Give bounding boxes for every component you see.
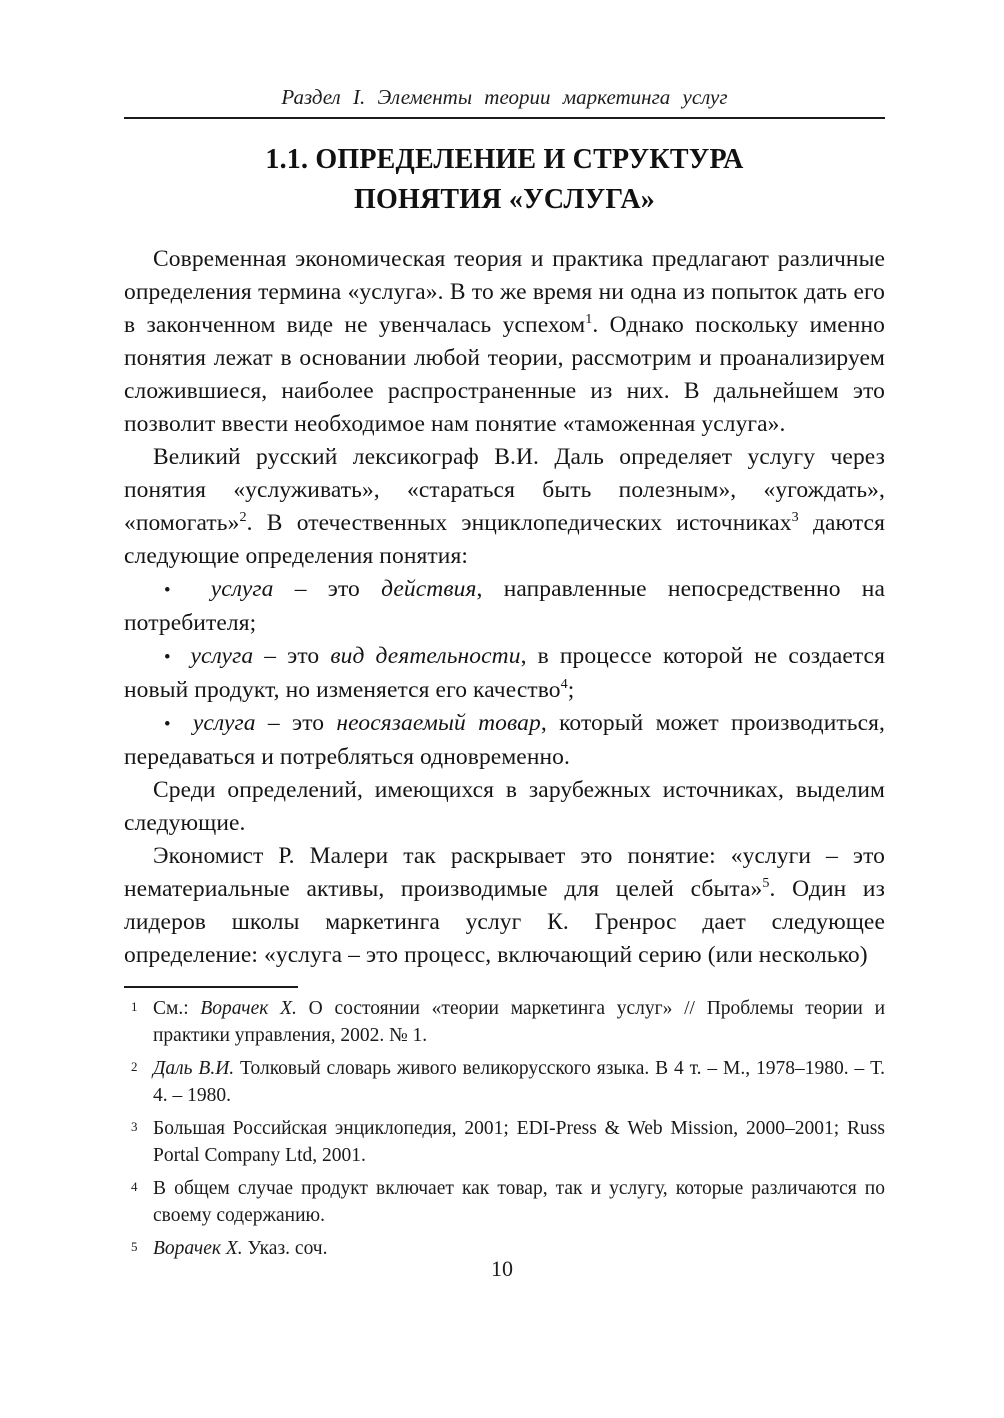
paragraph xyxy=(124,441,885,573)
emphasis-text: услуга xyxy=(210,576,274,602)
emphasis-text: услуга xyxy=(192,710,256,736)
footnote-ref: 2 xyxy=(239,509,247,526)
text-run: ; xyxy=(567,677,575,703)
text-run: О состоянии «теории маркетинга услуг» // Проблемы теории и практики управления, 2002. № 1. xyxy=(153,998,885,1046)
text-run: Экономист Р. Малери так раскрывает это понятие: «услуги – это нематериальные активы, производимые для целей сбыта» xyxy=(124,843,885,902)
footnote-marker: 4 xyxy=(131,1179,138,1194)
emphasis-text: неосязаемый товар xyxy=(336,710,541,736)
bullet-item xyxy=(124,707,885,774)
paragraph xyxy=(124,243,885,441)
text-run: . Один из лидеров школы маркетинга услуг К. Гренрос дает следующее определение: «услуга – это процесс, включающий серию (или несколько) xyxy=(124,876,885,968)
footnote-ref: 3 xyxy=(791,509,799,526)
text-run: даются следующие определения понятия: xyxy=(124,510,885,569)
footnote-item xyxy=(124,1115,885,1169)
text-run: – это xyxy=(273,576,382,602)
bullet-icon: • xyxy=(164,647,191,668)
footnote-marker: 1 xyxy=(131,999,138,1014)
running-header: Раздел I. Элементы теории маркетинга услуг xyxy=(281,85,728,109)
bullet-item xyxy=(124,573,885,640)
text-run: – это xyxy=(255,710,337,736)
text-run: – это xyxy=(253,643,331,669)
footnote-marker: 5 xyxy=(131,1239,138,1254)
footnote-ref: 1 xyxy=(585,311,593,328)
footnote-ref: 4 xyxy=(560,676,568,693)
bullet-icon: • xyxy=(164,580,211,601)
chapter-title-line2: ПОНЯТИЯ «УСЛУГА» xyxy=(354,184,655,215)
footnote-rule xyxy=(124,986,298,988)
text-run: Современная экономическая теория и практика предлагают различные определения термина «услуга». В то же время ни одна из попыток дать его в законченном виде не увенчалась успехом xyxy=(124,246,885,338)
page-number: 10 xyxy=(491,1256,513,1281)
emphasis-text: услуга xyxy=(190,643,254,669)
text-run: См.: xyxy=(153,998,201,1019)
text-run: Великий русский лексикограф В.И. Даль определяет услугу через понятия «услуживать», «стараться быть полезным», «угождать», «помогать» xyxy=(124,444,885,536)
emphasis-text: действия xyxy=(381,576,477,602)
bullet-item xyxy=(124,640,885,707)
footnote-block xyxy=(124,986,885,1268)
emphasis-text: Даль В.И. xyxy=(153,1058,235,1079)
text-run: . Однако поскольку именно понятия лежат в основании любой теории, рассмотрим и проанализируем сложившиеся, наиболее распространенные из них. В дальнейшем это позволит ввести необходимое нам понятие «таможенная услуга». xyxy=(124,312,885,437)
text-run: . В отечественных энциклопедических источниках xyxy=(246,510,792,536)
footnote-marker: 3 xyxy=(131,1119,138,1134)
chapter-title xyxy=(124,140,885,220)
text-run: Указ. соч. xyxy=(242,1238,328,1259)
paragraph xyxy=(124,840,885,972)
emphasis-text: вид деятельности xyxy=(330,643,521,669)
bullet-icon: • xyxy=(164,714,193,735)
text-run: В общем случае продукт включает как товар, так и услугу, которые различаются по своему содержанию. xyxy=(153,1178,885,1226)
text-run: Толковый словарь живого великорусского языка. В 4 т. – М., 1978–1980. – Т. 4. – 1980. xyxy=(153,1058,885,1106)
chapter-title-line1: 1.1. ОПРЕДЕЛЕНИЕ И СТРУКТУРА xyxy=(265,144,744,175)
footnote-item xyxy=(124,1055,885,1109)
text-run: Большая Российская энциклопедия, 2001; EDI-Press & Web Mission, 2000–2001; Russ Portal Company Ltd, 2001. xyxy=(153,1118,885,1166)
text-run: , который может производиться, передаваться и потребляться одновременно. xyxy=(124,710,885,770)
emphasis-text: Ворачек Х. xyxy=(200,998,297,1019)
footnote-marker: 2 xyxy=(131,1059,138,1074)
text-run: Среди определений, имеющихся в зарубежных источниках, выделим следующие. xyxy=(124,777,885,836)
footnote-item xyxy=(124,995,885,1049)
text-run: , направленные непосредственно на потребителя; xyxy=(124,576,885,636)
footnotes xyxy=(124,995,885,1262)
footnote-item xyxy=(124,1175,885,1229)
footnote-ref: 5 xyxy=(762,875,770,892)
text-run: , в процессе которой не создается новый продукт, но изменяется его качество xyxy=(124,643,885,703)
header-rule xyxy=(124,117,885,119)
paragraph xyxy=(124,774,885,840)
body-text xyxy=(124,243,885,972)
emphasis-text: Ворачек Х. xyxy=(153,1238,243,1259)
